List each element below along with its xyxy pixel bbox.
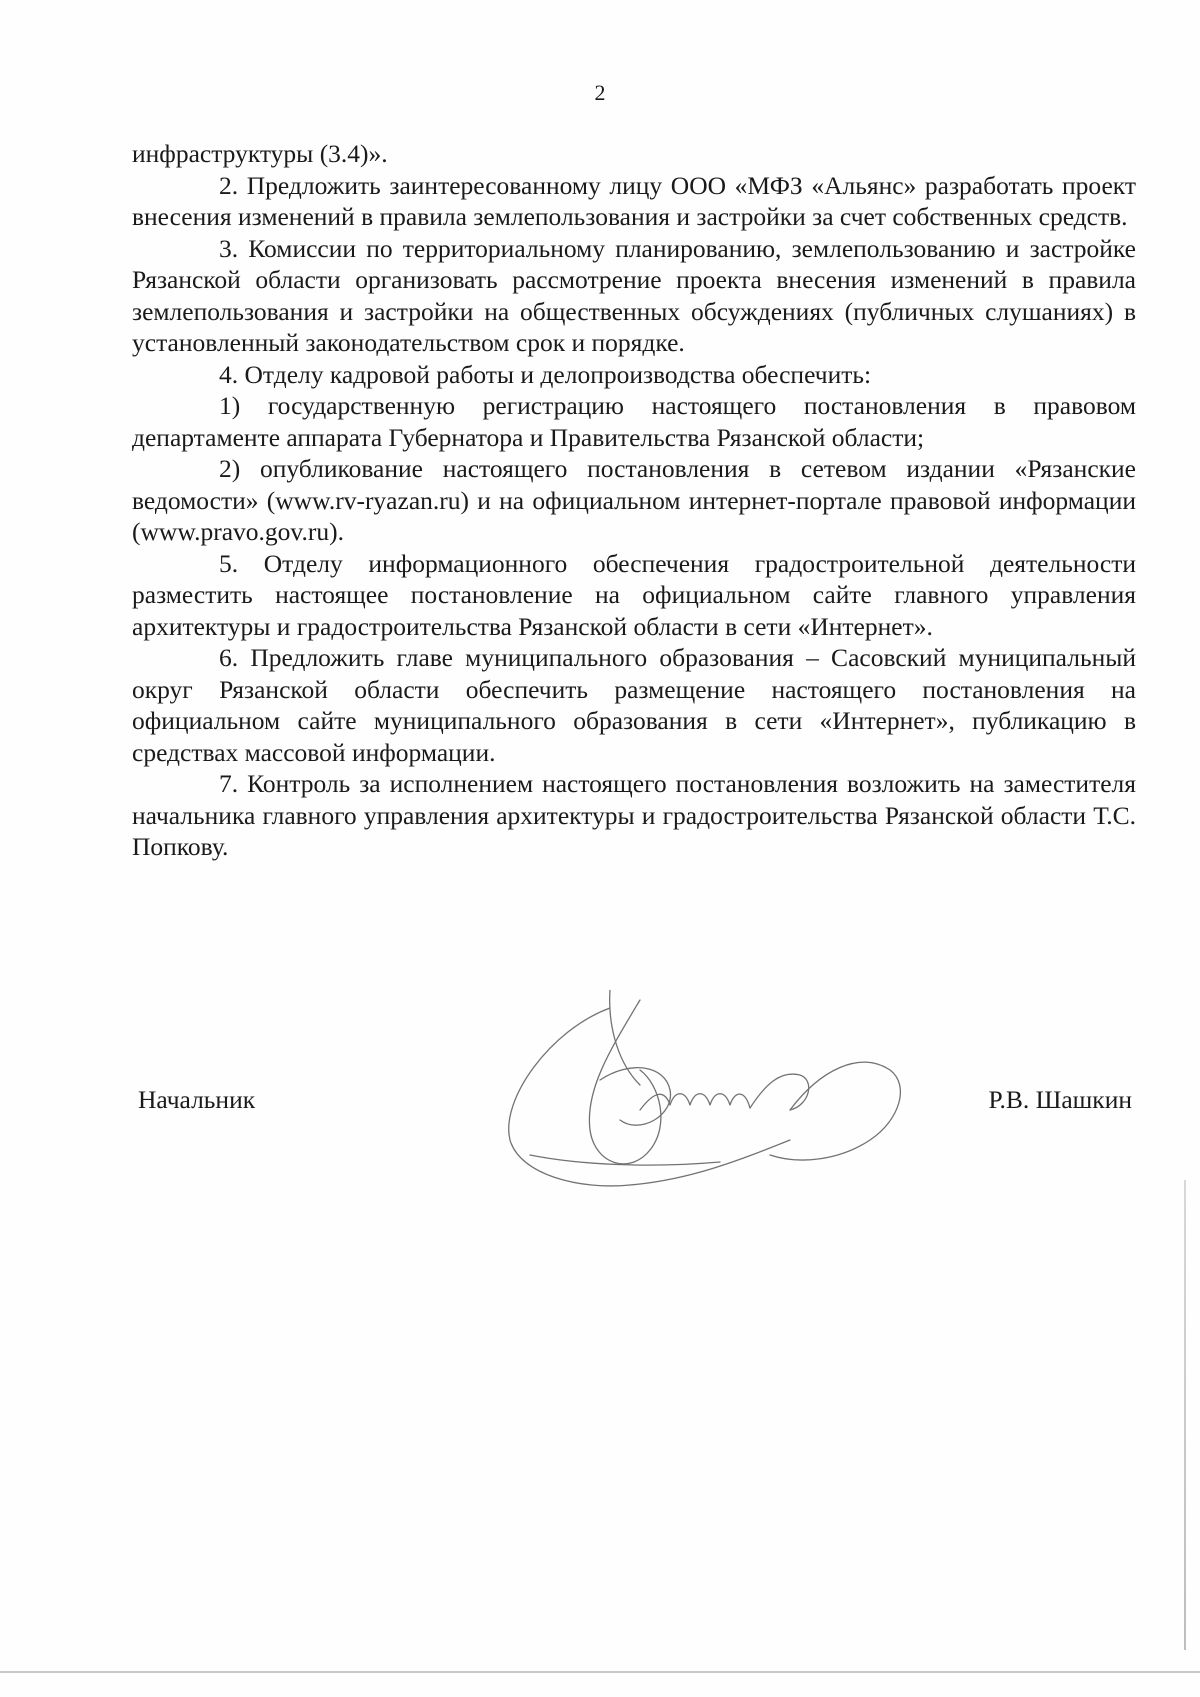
page-number: 2 (594, 80, 606, 105)
scan-edge-line (1184, 1180, 1186, 1650)
paragraph-item-4-1: 1) государственную регистрацию настоящего постановления в правовом департаменте аппарата Губернатора и Правительства Рязанской области; (132, 391, 1136, 452)
paragraph-item-6: 6. Предложить главе муниципального образования – Сасовский муниципальный округ Рязанской области обеспечить размещение настоящего постановления на официальном сайте муниципального образования в сети «Интернет», публикацию в средствах массовой информации. (132, 643, 1136, 767)
paragraph-item-2: 2. Предложить заинтересованному лицу ООО «МФЗ «Альянс» разработать проект внесения изменений в правила землепользования и застройки за счет собственных средств. (132, 170, 1136, 231)
paragraph-item-4: 4. Отделу кадровой работы и делопроизводства обеспечить: (219, 359, 872, 389)
document-body (132, 138, 1136, 863)
paragraph-item-5: 5. Отделу информационного обеспечения градостроительной деятельности разместить настоящее постановление на официальном сайте главного управления архитектуры и градостроительства Рязанской области в сети «Интернет». (132, 548, 1136, 641)
paragraph-continuation: инфраструктуры (3.4)». (132, 139, 388, 168)
scan-edge-line-bottom (0, 1671, 1200, 1673)
paragraph-item-3: 3. Комиссии по территориальному планированию, землепользованию и застройке Рязанской области организовать рассмотрение проекта внесения изменений в правила землепользования и застройки на общественных обсуждениях (публичных слушаниях) в установленный законодательством срок и порядке. (132, 233, 1136, 357)
signatory-position: Начальник (138, 1085, 256, 1114)
paragraph-item-4-2: 2) опубликование настоящего постановления в сетевом издании «Рязанские ведомости» (www.rv-ryazan.ru) и на официальном интернет-портале правовой информации (www.pravo.gov.ru). (132, 454, 1136, 546)
paragraph-item-7: 7. Контроль за исполнением настоящего постановления возложить на заместителя начальника главного управления архитектуры и градостроительства Рязанской области Т.С. Попкову. (132, 769, 1136, 861)
signature-block (138, 1084, 1132, 1124)
signatory-name: Р.В. Шашкин (988, 1085, 1132, 1114)
